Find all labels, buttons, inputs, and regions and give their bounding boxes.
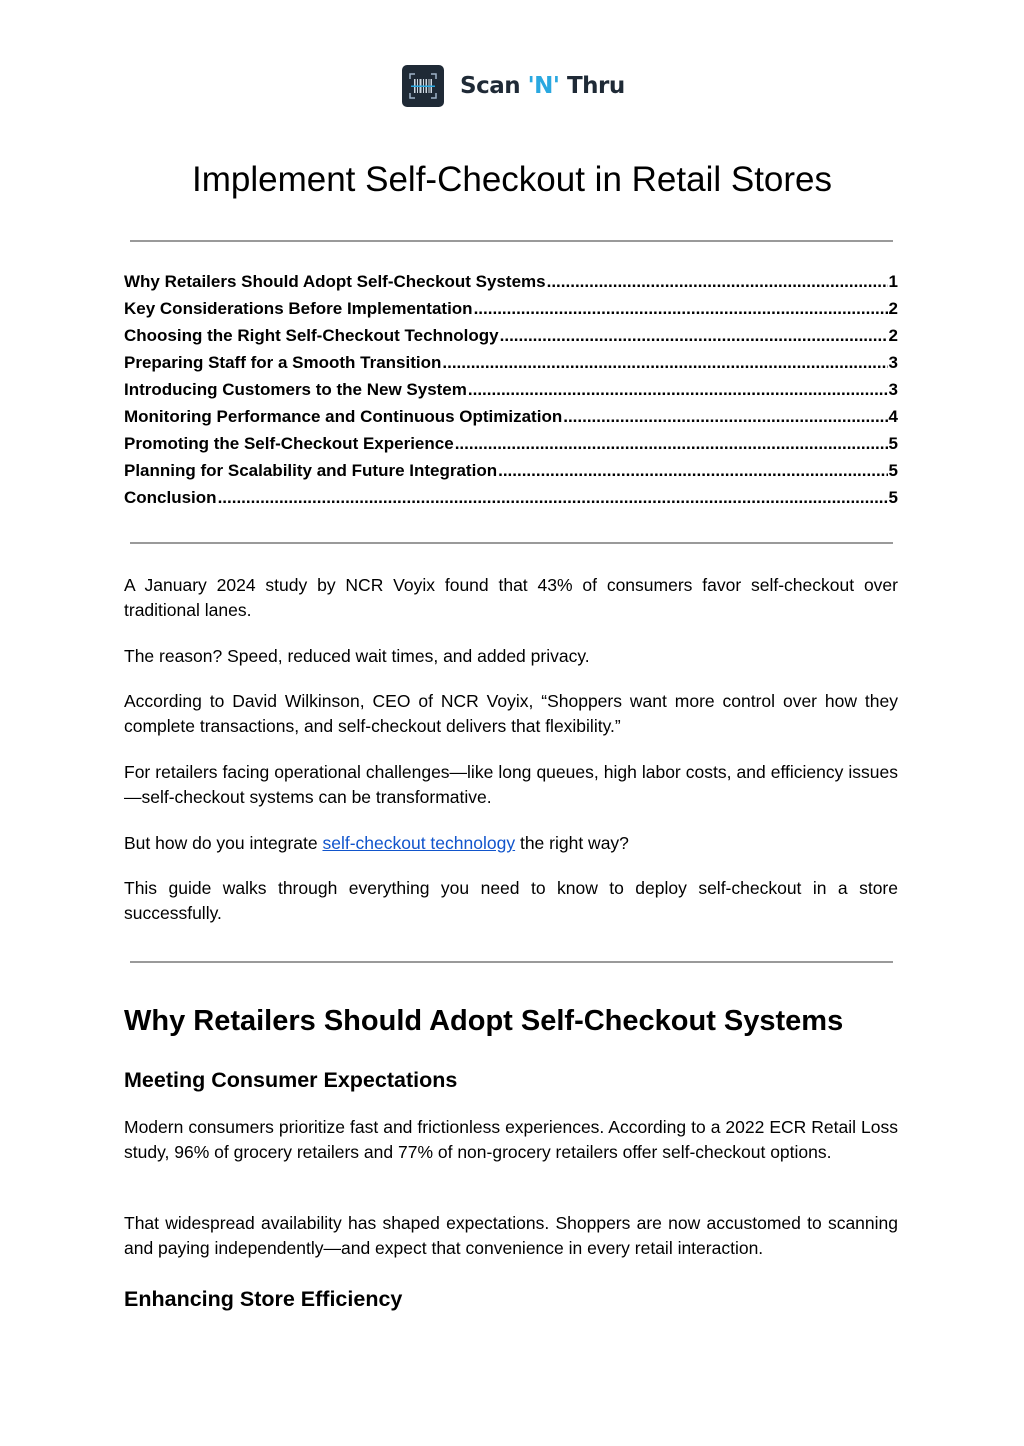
intro-paragraph: A January 2024 study by NCR Voyix found that 43% of consumers favor self-checkout over traditional lanes.: [124, 575, 898, 620]
toc-item[interactable]: Preparing Staff for a Smooth Transition ..... 3: [124, 353, 898, 380]
toc-item[interactable]: Introducing Customers to the New System ..... 3: [124, 380, 898, 407]
subsection-heading: Meeting Consumer Expectations: [124, 1068, 458, 1092]
divider: [130, 542, 893, 544]
divider: [130, 961, 893, 963]
divider: [130, 240, 893, 242]
toc-item[interactable]: Key Considerations Before Implementation ..... 2: [124, 299, 898, 326]
barcode-scan-icon: [402, 65, 444, 107]
section-heading: Why Retailers Should Adopt Self-Checkout Systems: [124, 1005, 844, 1037]
intro-paragraph: For retailers facing operational challenges—like long queues, high labor costs, and efficiency issues—self-checkout systems can be transformative.: [124, 762, 898, 807]
toc-item[interactable]: Promoting the Self-Checkout Experience ..... 5: [124, 434, 898, 461]
table-of-contents: [124, 272, 898, 515]
intro-paragraph: The reason? Speed, reduced wait times, and added privacy.: [124, 646, 590, 666]
toc-item[interactable]: Why Retailers Should Adopt Self-Checkout Systems ..... 1: [124, 272, 898, 299]
toc-item[interactable]: Planning for Scalability and Future Integration ..... 5: [124, 461, 898, 488]
brand-logo: [402, 65, 625, 107]
subsection-heading: Enhancing Store Efficiency: [124, 1287, 403, 1311]
self-checkout-technology-link[interactable]: self-checkout technology: [322, 833, 516, 853]
body-paragraph: That widespread availability has shaped expectations. Shoppers are now accustomed to scanning and paying independently—and expect that convenience in every retail interaction.: [124, 1213, 898, 1258]
document-title: Implement Self-Checkout in Retail Stores: [192, 160, 832, 199]
toc-item[interactable]: Choosing the Right Self-Checkout Technology ..... 2: [124, 326, 898, 353]
intro-paragraph: This guide walks through everything you need to know to deploy self-checkout in a store successfully.: [124, 878, 898, 923]
toc-item[interactable]: Monitoring Performance and Continuous Optimization ..... 4: [124, 407, 898, 434]
intro-paragraph: But how do you integrate self-checkout technology the right way?: [124, 833, 629, 853]
quote-paragraph: According to David Wilkinson, CEO of NCR Voyix, “Shoppers want more control over how they complete transactions, and self-checkout delivers that flexibility.”: [124, 691, 898, 736]
brand-name: Scan 'N' Thru: [460, 73, 625, 99]
toc-item[interactable]: Conclusion ..... 5: [124, 488, 898, 515]
body-paragraph: Modern consumers prioritize fast and frictionless experiences. According to a 2022 ECR Retail Loss study, 96% of grocery retailers and 77% of non-grocery retailers offer self-checkout options.: [124, 1117, 898, 1162]
